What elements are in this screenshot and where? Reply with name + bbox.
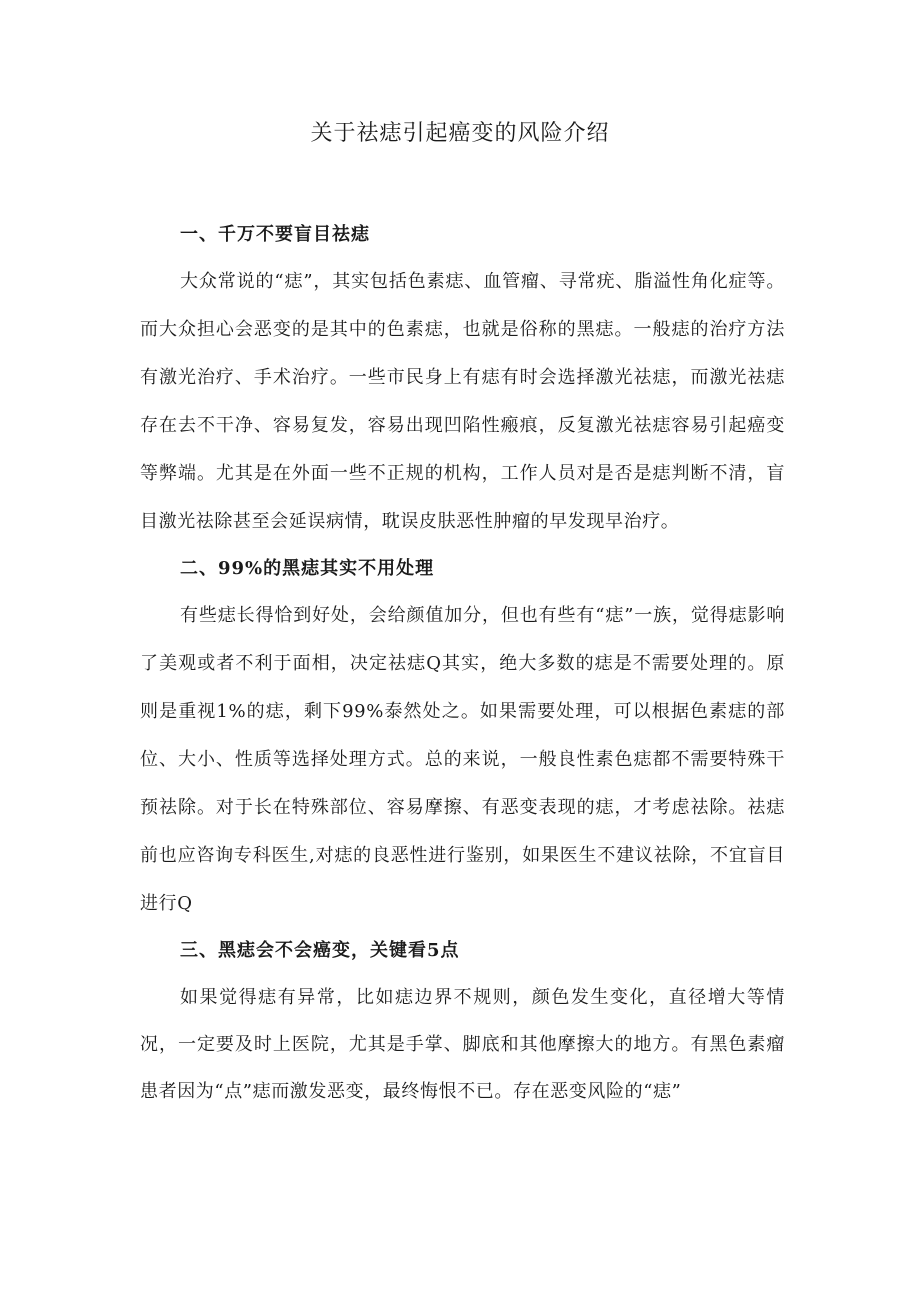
section-1 bbox=[140, 212, 785, 546]
document-title: 关于祛痣引起癌变的风险介绍 bbox=[310, 121, 610, 146]
section-heading: 二、99%的黑痣其实不用处理 bbox=[180, 558, 435, 579]
section-heading: 一、千万不要盲目祛痣 bbox=[180, 224, 370, 245]
section-paragraph: 有些痣长得恰到好处，会给颜值加分，但也有些有“痣”一族，觉得痣影响了美观或者不利于面相，决定祛痣Q其实，绝大多数的痣是不需要处理的。原则是重视1%的痣，剩下99%泰然处之。如果需要处理，可以根据色素痣的部位、大小、性质等选择处理方式。总的来说，一般良性素色痣都不需要特殊干预祛除。对于长在特殊部位、容易摩擦、有恶变表现的痣，才考虑祛除。祛痣前也应咨询专科医生,对痣的良恶性进行鉴别，如果医生不建议祛除，不宜盲目进行Q bbox=[140, 605, 785, 914]
section-2 bbox=[140, 546, 785, 928]
section-heading: 三、黑痣会不会癌变，关键看5点 bbox=[180, 940, 460, 961]
section-paragraph: 大众常说的“痣”，其实包括色素痣、血管瘤、寻常疣、脂溢性角化症等。而大众担心会恶变的是其中的色素痣，也就是俗称的黑痣。一般痣的治疗方法有激光治疗、手术治疗。一些市民身上有痣有时会选择激光祛痣，而激光祛痣存在去不干净、容易复发，容易出现凹陷性瘢痕，反复激光祛痣容易引起癌变等弊端。尤其是在外面一些不正规的机构，工作人员对是否是痣判断不清，盲目激光祛除甚至会延误病情，耽误皮肤恶性肿瘤的早发现早治疗。 bbox=[140, 271, 785, 532]
section-paragraph: 如果觉得痣有异常，比如痣边界不规则，颜色发生变化，直径增大等情况，一定要及时上医院，尤其是手掌、脚底和其他摩擦大的地方。有黑色素瘤患者因为“点”痣而激发恶变，最终悔恨不已。存在恶变风险的“痣” bbox=[140, 987, 785, 1102]
document-body bbox=[140, 212, 785, 1115]
section-3 bbox=[140, 928, 785, 1115]
